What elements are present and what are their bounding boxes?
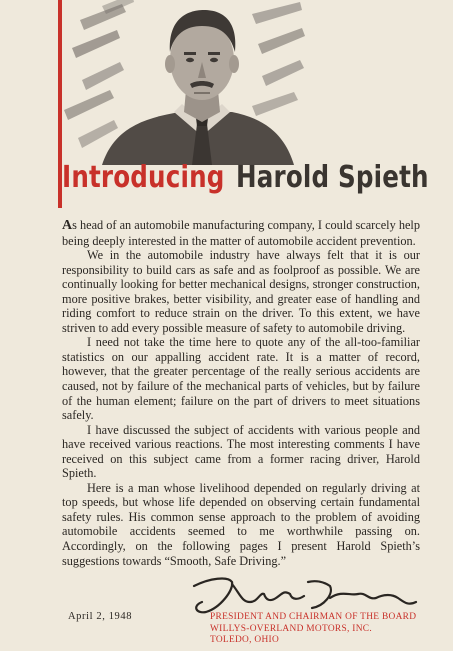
paragraph-5: Here is a man whose livelihood depended on regularly driving at top speeds, but whose life depended on observing certain fundamental safety rules. His common sense approach to the problem of avoiding automobile accidents seemed to me worthwhile passing on. Accordingly, on the following pages I present Harold Spieth’s suggestions towards “Smooth, Safe Driving.” bbox=[62, 480, 420, 568]
paragraph-2: We in the automobile industry have always felt that it is our responsibility to build cars as safe and as foolproof as possible. We are continually looking for better mechanical designs, stronger construction, more positive brakes, better visibility, and greater ease of handling and riding comfort to reduce strain on the driver. To this extent, we have striven to add every possible measure of safety to automobile driving. bbox=[62, 248, 420, 335]
portrait-photo bbox=[62, 0, 312, 165]
title-introducing: Introducing bbox=[62, 160, 225, 195]
signatory-title bbox=[210, 612, 445, 647]
letter-body bbox=[62, 218, 420, 568]
paragraph-3: I need not take the time here to quote any of the all-too-familiar statistics on our appalling accident rate. It is a matter of record, however, that the greater percentage of the really serious accidents are caused, not by failure of the mechanical parts of vehicles, but by failure of the human element; failure on the part of drivers to meet situations safely. bbox=[62, 335, 420, 423]
title-line-2: WILLYS-OVERLAND MOTORS, INC. bbox=[210, 623, 372, 634]
title-name: Harold Spieth bbox=[236, 160, 429, 195]
page-title bbox=[62, 160, 429, 210]
paragraph-1-initial: A bbox=[62, 218, 73, 233]
title-line-3: TOLEDO, OHIO bbox=[210, 635, 280, 646]
paragraph-1-text: s head of an automobile manufacturing company, I could scarcely help being deeply interested in the matter of automobile accident prevention. bbox=[62, 218, 420, 248]
letter-date: April 2, 1948 bbox=[68, 611, 133, 622]
paragraph-1 bbox=[62, 218, 420, 248]
title-line-1: PRESIDENT AND CHAIRMAN OF THE BOARD bbox=[210, 612, 417, 622]
paragraph-4: I have discussed the subject of accidents with various people and have received various reactions. The most interesting comments I have received on this subject came from a former racing driver, Harold Spieth. bbox=[62, 422, 420, 481]
